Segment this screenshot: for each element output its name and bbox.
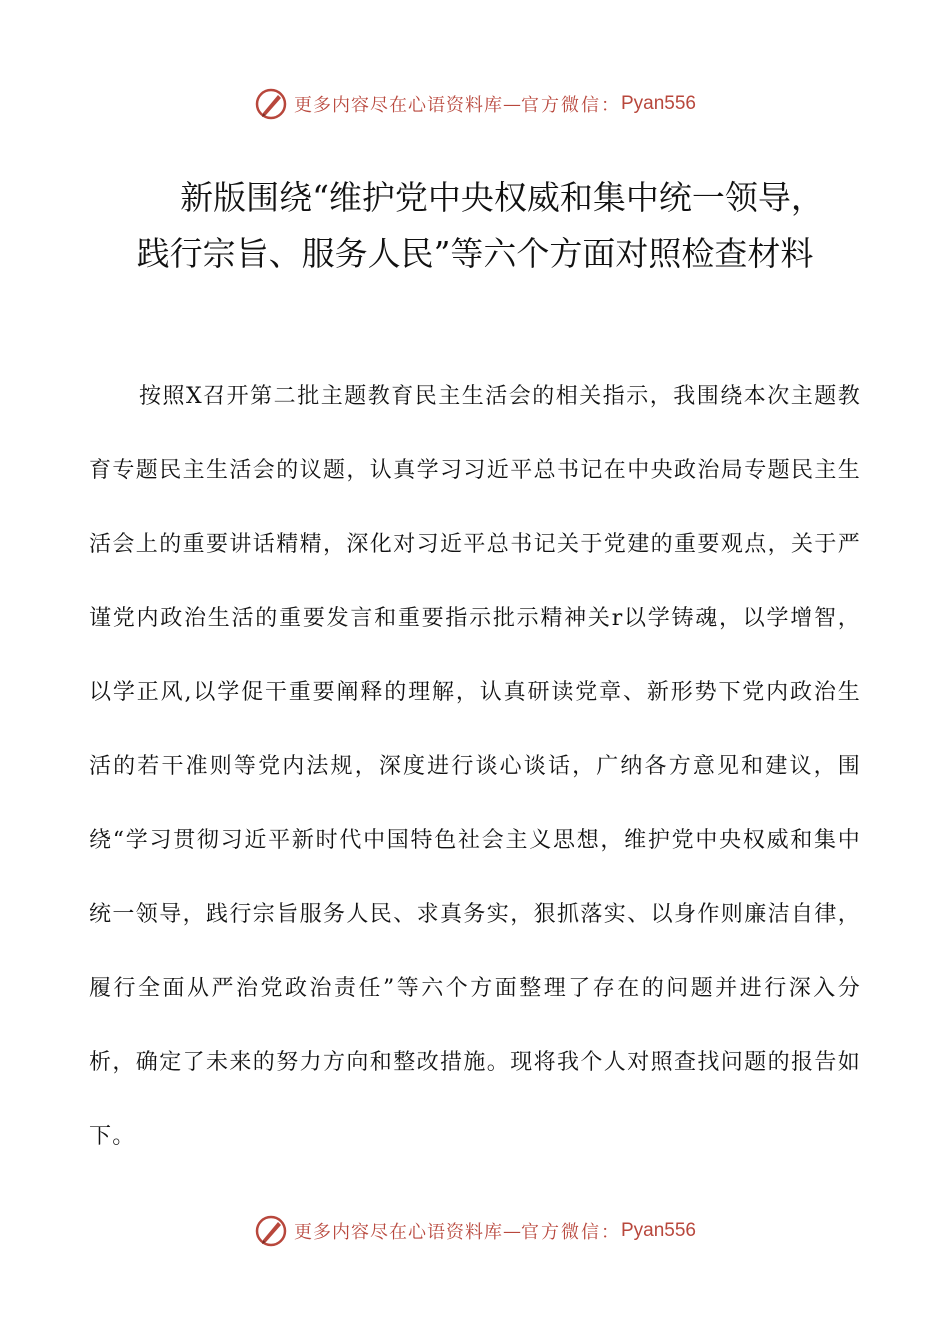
banner-wechat-id: Pyan556 [620,93,696,114]
banner-site-text: 更多内容尽在心语资料库 [293,1222,503,1243]
banner-wechat-label: 官方微信： [520,95,621,116]
title-line-1: 新版围绕“维护党中央权威和集中统一领导， [180,178,824,217]
banner-dash: — [502,93,521,115]
banner-dash: — [502,1220,521,1242]
footer-watermark-banner [0,1211,950,1251]
banner-wechat-label: 官方微信： [520,1222,621,1243]
banner-site-text: 更多内容尽在心语资料库 [293,95,503,116]
document-title [0,170,950,282]
title-line-2: 践行宗旨、服务人民”等六个方面对照检查材料 [136,234,814,273]
pen-circle-logo-icon [254,87,288,121]
body-paragraph: 按照X召开第二批主题教育民主生活会的相关指示，我围绕本次主题教育专题民主生活会的议题，认真学习习近平总书记在中央政治局专题民主生活会上的重要讲话精精，深化对习近平总书记关于党建的重要观点，关于严谨党内政治生活的重要发言和重要指示批示精神关r以学铸魂，以学增智，以学正风,以学促干重要阐释的理解，认真研读党章、新形势下党内政治生活的若干准则等党内法规，深度进行谈心谈话，广纳各方意见和建议，围绕“学习贯彻习近平新时代中国特色社会主义思想，维护党中央权威和集中统一领导，践行宗旨服务人民、求真务实，狠抓落实、以身作则廉洁自律，履行全面从严治党政治责任”等六个方面整理了存在的问题并进行深入分析，确定了未来的努力方向和整改措施。现将我个人对照查找问题的报告如下。 [89,384,861,1149]
banner-wechat-id: Pyan556 [620,1220,696,1241]
header-watermark-banner [0,84,950,124]
pen-circle-logo-icon [254,1214,288,1248]
